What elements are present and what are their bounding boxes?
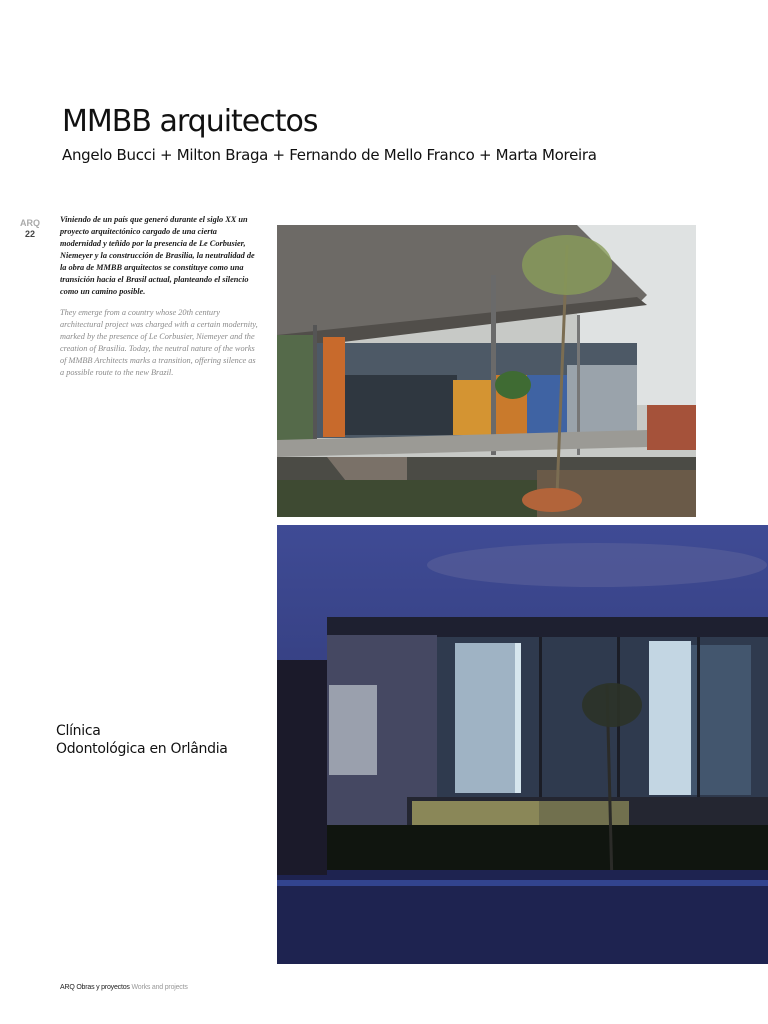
page-number: 22: [24, 229, 35, 239]
house-photo: [277, 225, 696, 517]
project-caption: [56, 722, 228, 758]
footer-section: [60, 984, 188, 991]
caption-line-2: Odontológica en Orlândia: [56, 741, 228, 757]
intro-english: They emerge from a country whose 20th century architectural project was charged with a certain modernity, marked by the presence of Le Corbusier, Niemeyer and the creation of Brasilia. Today, the neutral nature of the works of MMBB Architects marks a transition, offering silence as a possible route to the new Brazil.: [60, 308, 258, 377]
magazine-tag: ARQ: [20, 218, 40, 228]
footer-section-es: ARQ Obras y proyectos: [60, 984, 130, 991]
page-title: MMBB arquitectos: [62, 104, 318, 139]
intro-spanish: Viniendo de un país que generó durante el siglo XX un proyecto arquitectónico cargado de una cierta modernidad y teñido por la presencia de Le Corbusier, Niemeyer y la construcción de Brasilia, la neutralidad de la obra de MMBB arquitectos se constituye como una transición hacia el Brasil actual, planteando el silencio como un camino posible.: [60, 215, 255, 296]
footer-section-en: Works and projects: [131, 984, 188, 991]
page-number-tag: [20, 218, 40, 240]
clinic-photo: [277, 525, 768, 964]
caption-line-1: Clínica: [56, 723, 101, 739]
architects-subtitle: Angelo Bucci + Milton Braga + Fernando de Mello Franco + Marta Moreira: [62, 146, 597, 164]
